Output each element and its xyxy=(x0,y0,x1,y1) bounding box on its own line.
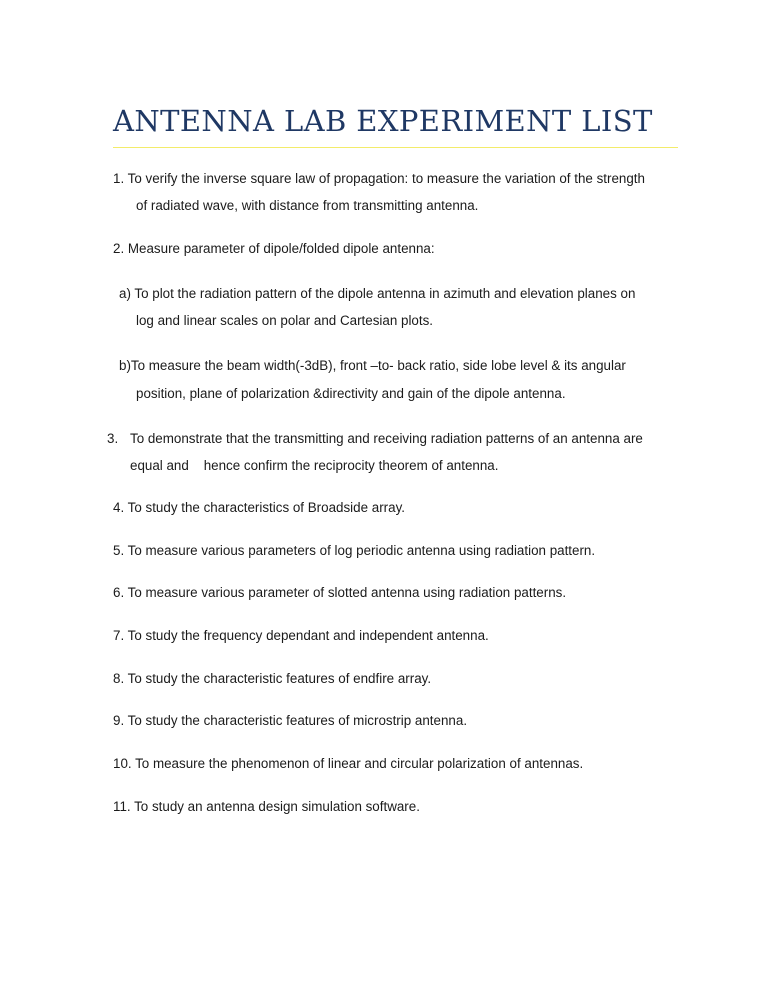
item-2b-line-1: b)To measure the beam width(-3dB), front –to- back ratio, side lobe level & its angular xyxy=(119,358,626,373)
item-1-line-2: of radiated wave, with distance from transmitting antenna. xyxy=(136,198,479,213)
item-3-line-1: To demonstrate that the transmitting and receiving radiation patterns of an antenna are xyxy=(130,431,643,446)
item-2b-line-2: position, plane of polarization &directivity and gain of the dipole antenna. xyxy=(136,386,566,401)
item-10: 10. To measure the phenomenon of linear and circular polarization of antennas. xyxy=(113,756,584,771)
item-2a-line-2: log and linear scales on polar and Cartesian plots. xyxy=(136,313,434,328)
item-2-line-1: 2. Measure parameter of dipole/folded dipole antenna: xyxy=(113,241,435,256)
item-3-number: 3. xyxy=(107,431,119,446)
item-5: 5. To measure various parameters of log periodic antenna using radiation pattern. xyxy=(113,543,596,558)
item-1-line-1: 1. To verify the inverse square law of propagation: to measure the variation of the strength xyxy=(113,171,645,186)
title-underline xyxy=(113,147,678,148)
item-7: 7. To study the frequency dependant and independent antenna. xyxy=(113,628,489,643)
item-2a-line-1: a) To plot the radiation pattern of the dipole antenna in azimuth and elevation planes on xyxy=(119,286,636,301)
item-4: 4. To study the characteristics of Broadside array. xyxy=(113,500,406,515)
item-9: 9. To study the characteristic features of microstrip antenna. xyxy=(113,713,468,728)
item-6: 6. To measure various parameter of slotted antenna using radiation patterns. xyxy=(113,585,567,600)
item-11: 11. To study an antenna design simulation software. xyxy=(113,799,420,814)
item-3-line-2: equal and hence confirm the reciprocity theorem of antenna. xyxy=(130,458,499,473)
document-title: ANTENNA LAB EXPERIMENT LIST xyxy=(113,104,653,138)
item-8: 8. To study the characteristic features of endfire array. xyxy=(113,671,432,686)
